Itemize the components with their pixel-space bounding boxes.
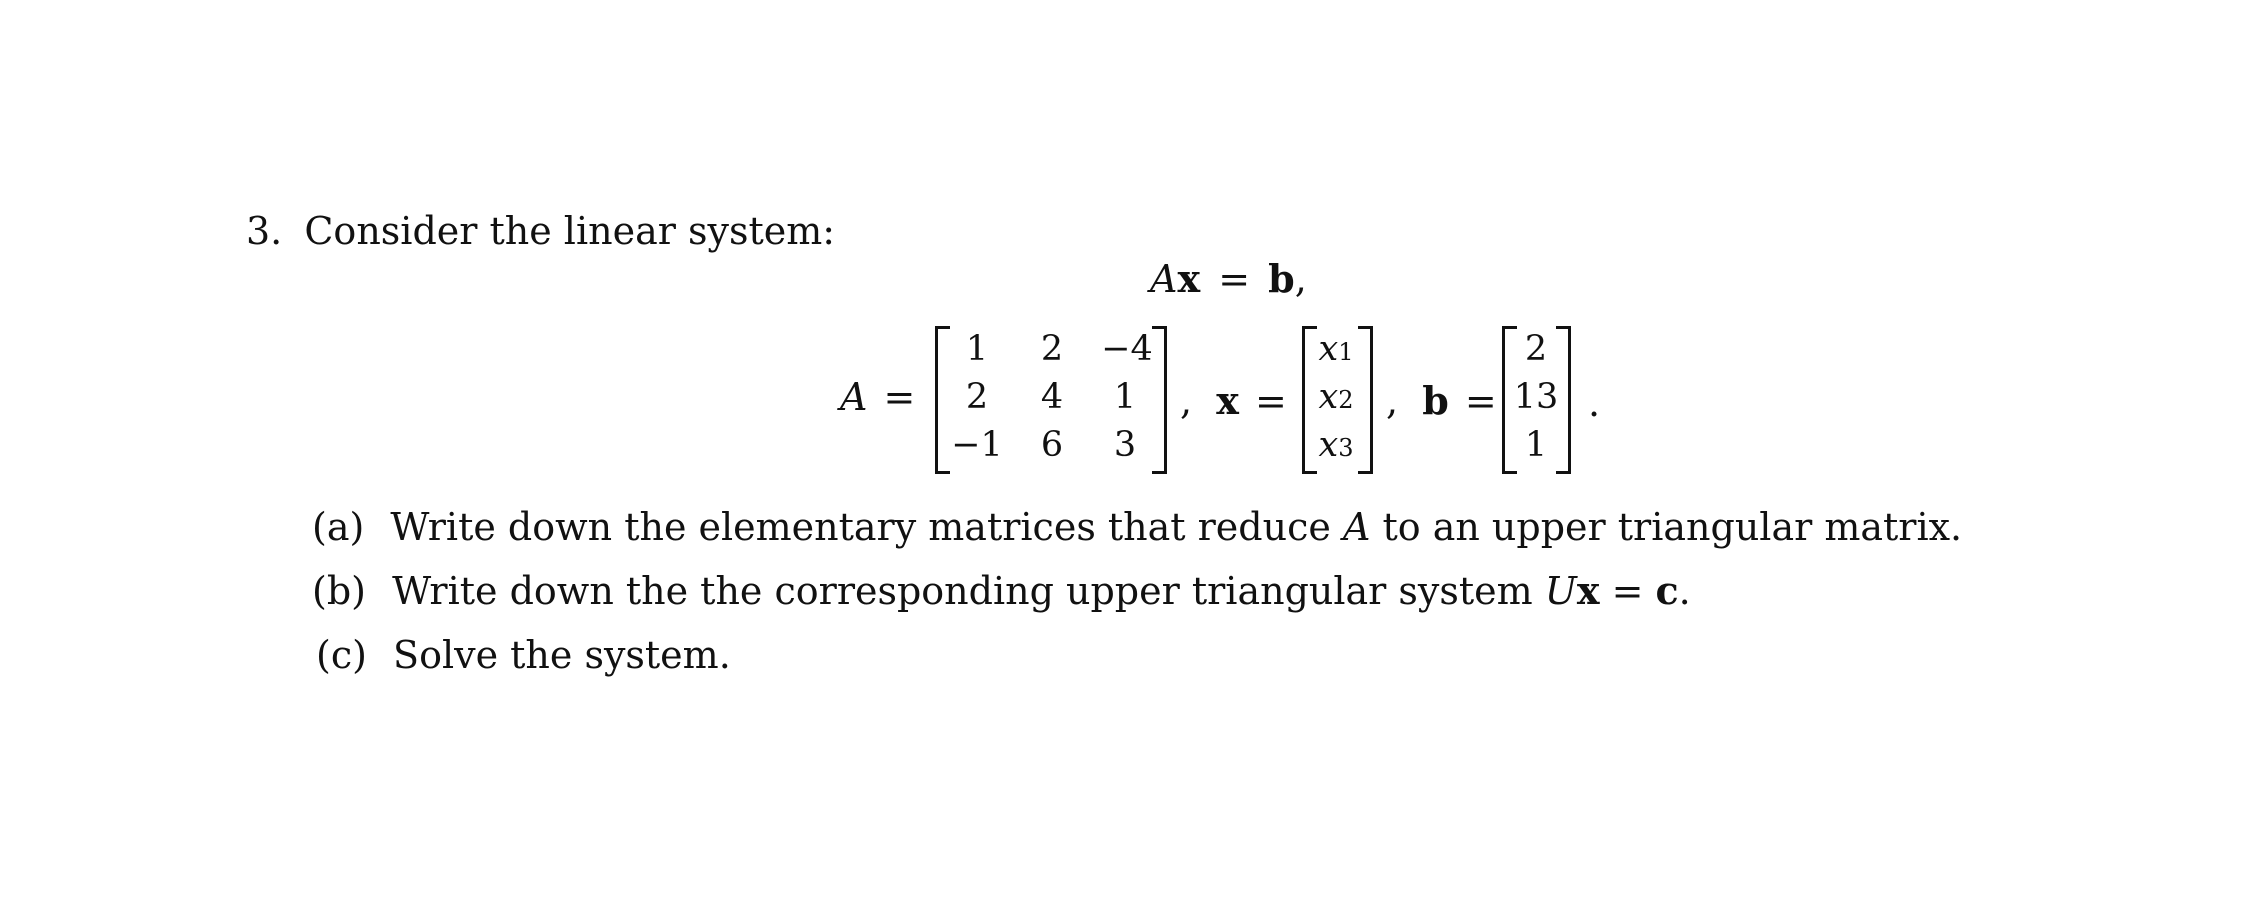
vector-b-entry: 13: [1513, 377, 1559, 417]
matrix-A-cell: 2: [965, 377, 989, 417]
part-a: [312, 505, 1963, 549]
vector-x-entry: x3: [1318, 425, 1354, 465]
equation-period: .: [1588, 381, 1601, 425]
matrix-A-cell: −4: [1101, 329, 1153, 369]
vector-b-label: , b =: [1386, 378, 1497, 423]
eq-A: A: [1150, 257, 1178, 301]
part-text: Write down the the corresponding upper triangular system Ux = c.: [392, 568, 1691, 613]
part-text: Write down the elementary matrices that reduce A to an upper triangular matrix.: [390, 505, 1963, 549]
eq-equals: =: [1218, 257, 1251, 301]
matrix-A-cell: 4: [1040, 377, 1064, 417]
part-label: (c): [316, 633, 367, 677]
vector-b: [1502, 326, 1572, 468]
eq-x: x: [1177, 256, 1201, 301]
vector-x: [1302, 326, 1374, 468]
vector-x-entry: x2: [1318, 377, 1354, 417]
part-b: [312, 568, 1691, 613]
part-c: [316, 633, 731, 677]
equation-ax-equals-b: [1150, 256, 1307, 301]
matrix-A-cell: 2: [1040, 329, 1064, 369]
matrix-A-cell: 1: [965, 329, 989, 369]
problem-intro: Consider the linear system:: [304, 209, 836, 253]
part-label: (b): [312, 569, 366, 613]
problem-heading: [246, 209, 836, 253]
matrix-A-cell: 3: [1113, 425, 1137, 465]
matrix-A: [935, 326, 1167, 468]
matrix-A-label: A =: [840, 375, 916, 419]
eq-b: b: [1268, 256, 1295, 301]
matrix-A-cell: 6: [1040, 425, 1064, 465]
matrix-A-cell: 1: [1113, 377, 1137, 417]
vector-b-entry: 2: [1524, 329, 1548, 369]
vector-x-label: , x =: [1180, 378, 1287, 423]
vector-x-entry: x1: [1318, 329, 1354, 369]
part-label: (a): [312, 505, 365, 549]
part-text: Solve the system.: [393, 633, 731, 677]
eq-comma: ,: [1294, 257, 1307, 301]
matrix-A-cell: −1: [951, 425, 1003, 465]
vector-b-entry: 1: [1524, 425, 1548, 465]
problem-number: 3.: [246, 209, 283, 253]
